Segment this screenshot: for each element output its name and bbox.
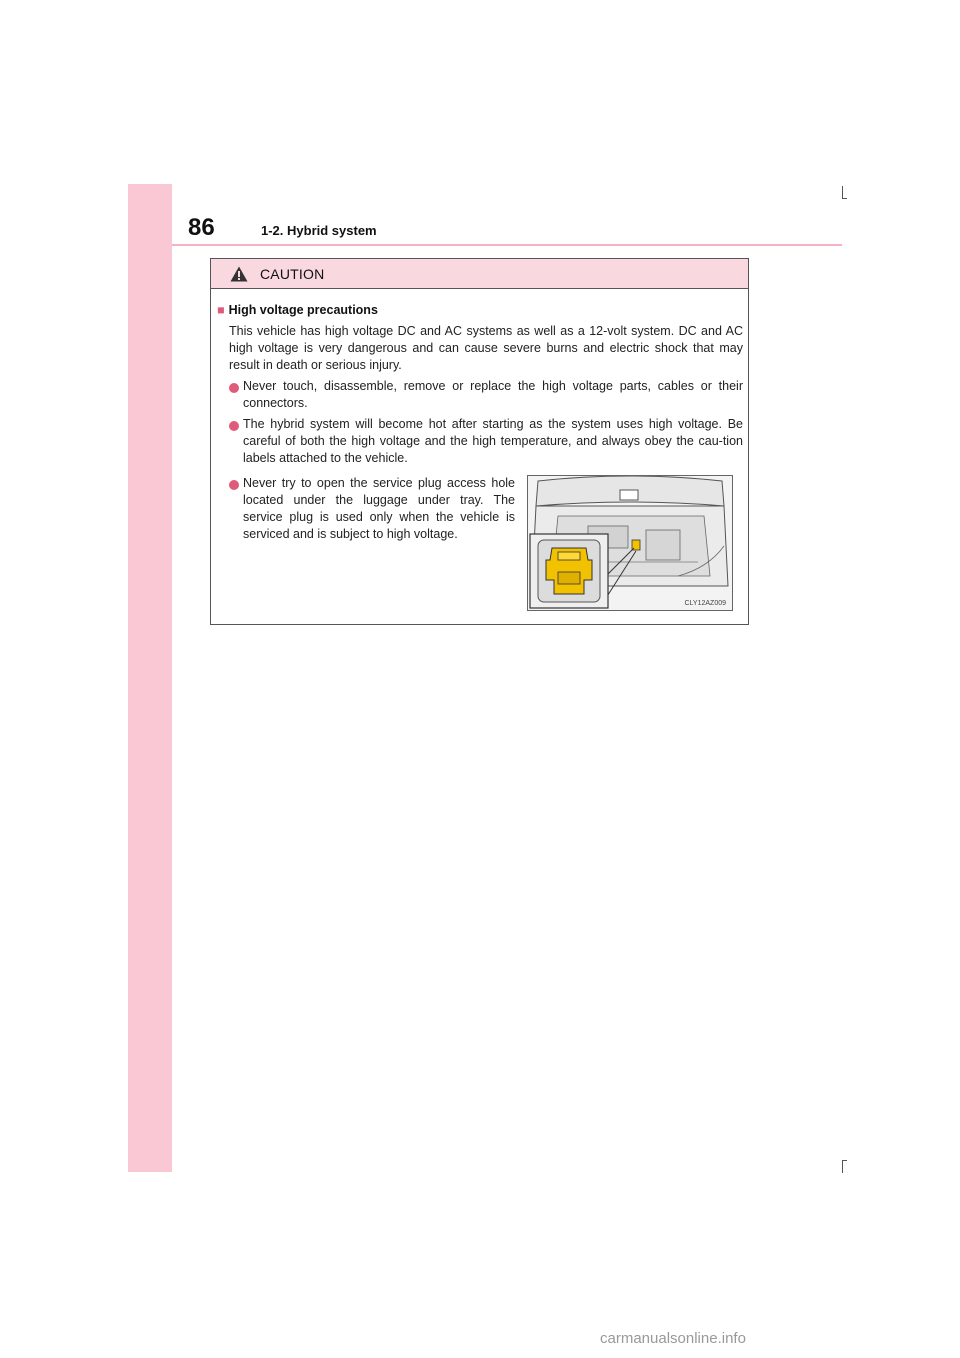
luggage-compartment-drawing	[528, 476, 732, 610]
crop-mark-bottom-tick	[842, 1160, 847, 1161]
crop-mark-top-tick	[842, 198, 847, 199]
bullet-item: Never try to open the service plug access hole located under the luggage under tray. The service plug is used only when the vehicle is serviced and is subject to high voltage.	[243, 476, 515, 541]
service-plug-illustration	[527, 475, 733, 611]
section-title: 1-2. Hybrid system	[261, 223, 377, 238]
bullet-dot-icon	[229, 421, 239, 431]
caution-box	[210, 258, 749, 625]
caution-label: CAUTION	[260, 265, 325, 282]
bullet-dot-icon	[229, 383, 239, 393]
bullet-item: The hybrid system will become hot after starting as the system uses high voltage. Be careful of both the high voltage and the high temperature, and always obey the cau-tion labels attached to the vehicle.	[243, 417, 743, 465]
warning-triangle-icon	[230, 266, 248, 282]
page-number: 86	[188, 214, 215, 241]
watermark: carmanualsonline.info	[600, 1330, 746, 1347]
bullet-item: Never touch, disassemble, remove or replace the high voltage parts, cables or their connectors.	[243, 379, 743, 410]
header-rule	[172, 244, 842, 246]
figure-code: CLY12AZ009	[684, 600, 726, 607]
caution-subheading	[217, 303, 378, 317]
bullet-dot-icon	[229, 480, 239, 490]
intro-paragraph: This vehicle has high voltage DC and AC systems as well as a 12-volt system. DC and AC high voltage is very dangerous and can cause severe burns and electric shock that may result in death or serious injury.	[229, 324, 743, 372]
subheading-text: High voltage precautions	[228, 303, 378, 317]
section-color-tab	[128, 184, 172, 1172]
square-bullet-icon: ■	[217, 303, 225, 317]
caution-header	[211, 259, 748, 289]
crop-mark-bottom	[842, 1160, 843, 1173]
